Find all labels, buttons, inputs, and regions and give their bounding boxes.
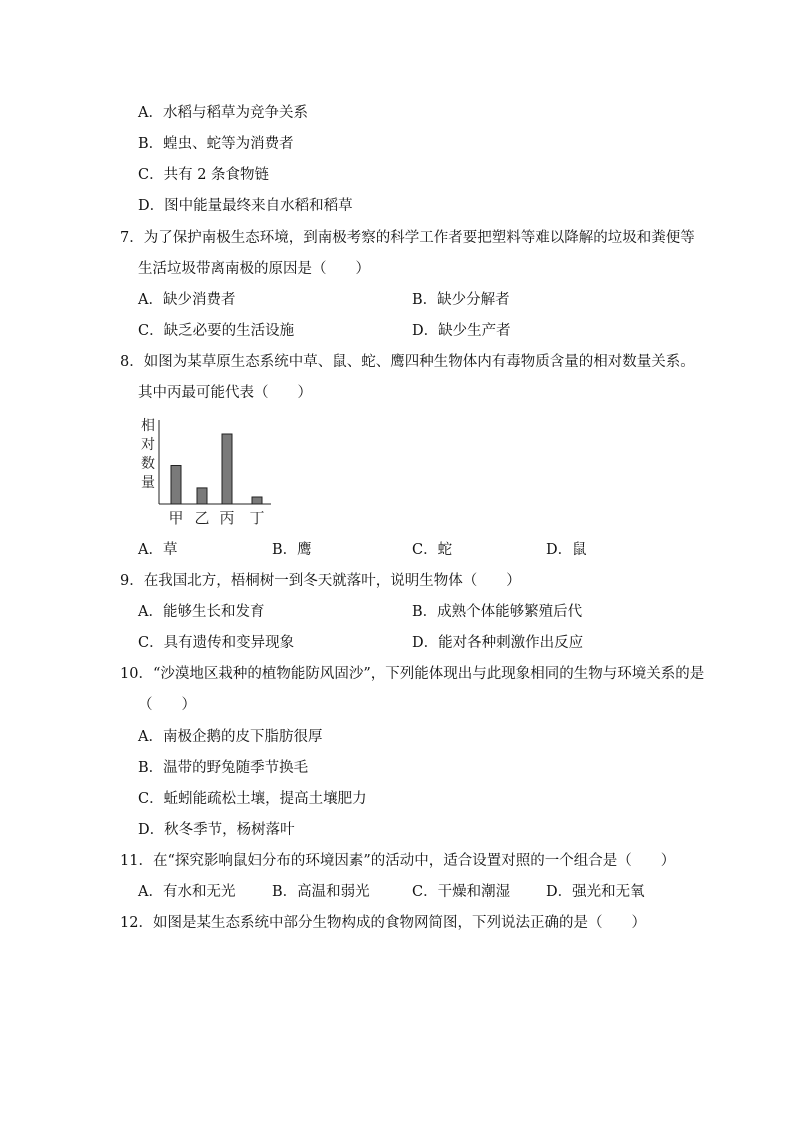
y-axis-label-char: 数 [141,456,155,472]
x-tick-label: 乙 [194,509,210,527]
q7-stem-line2: 生活垃圾带离南极的原因是（ ） [138,261,370,277]
q6-option-c: C．共有 2 条食物链 [138,167,270,183]
q11-option-a: A．有水和无光 [138,884,236,900]
bar-4 [252,497,262,504]
q11-option-d: D．强光和无氧 [546,884,645,900]
q11-option-c: C．干燥和潮湿 [412,884,511,900]
q10-stem-line2: （ ） [138,697,196,713]
y-axis-label-char: 对 [141,437,155,453]
q7-option-c: C．缺乏必要的生活设施 [138,323,295,339]
q8-stem-line2: 其中丙最可能代表（ ） [138,385,312,401]
bar-2 [197,488,207,504]
q8-option-d: D．鼠 [546,542,587,558]
q10-option-d: D．秋冬季节，杨树落叶 [138,822,295,838]
y-axis-label-char: 量 [141,475,155,491]
q8-option-b: B．鹰 [272,542,312,558]
q7-stem-line1: 7．为了保护南极生态环境，到南极考察的科学工作者要把塑料等难以降解的垃圾和粪便等 [120,230,695,246]
q10-option-b: B．温带的野兔随季节换毛 [138,760,309,776]
q8-bar-chart [130,410,290,535]
q10-stem-line1: 10．“沙漠地区栽种的植物能防风固沙”，下列能体现出与此现象相同的生物与环境关系的是 [120,666,705,682]
q10-option-a: A．南极企鹅的皮下脂肪很厚 [138,729,323,745]
x-tick-label: 丙 [219,509,235,527]
q8-option-a: A．草 [138,542,178,558]
q12-stem: 12．如图是某生态系统中部分生物构成的食物网简图，下列说法正确的是（ ） [120,915,646,931]
q9-stem: 9．在我国北方，梧桐树一到冬天就落叶，说明生物体（ ） [120,573,521,589]
x-tick-label: 丁 [249,509,265,527]
q11-option-b: B．高温和弱光 [272,884,370,900]
q11-stem: 11．在“探究影响鼠妇分布的环境因素”的活动中，适合设置对照的一个组合是（ ） [120,853,676,869]
q7-option-a: A．缺少消费者 [138,292,236,308]
q8-option-c: C．蛇 [412,542,453,558]
q7-option-b: B．缺少分解者 [412,292,510,308]
q9-option-d: D．能对各种刺激作出反应 [412,635,584,651]
bar-1 [171,466,181,505]
bar-3 [222,434,232,504]
q9-option-a: A．能够生长和发育 [138,604,265,620]
x-tick-label: 甲 [168,509,184,527]
q9-option-c: C．具有遗传和变异现象 [138,635,295,651]
q6-option-a: A．水稻与稻草为竞争关系 [138,105,308,121]
q6-option-b: B．蝗虫、蛇等为消费者 [138,136,294,152]
q7-option-d: D．缺少生产者 [412,323,511,339]
q10-option-c: C．蚯蚓能疏松土壤，提高土壤肥力 [138,791,367,807]
q9-option-b: B．成熟个体能够繁殖后代 [412,604,583,620]
q8-stem-line1: 8．如图为某草原生态系统中草、鼠、蛇、鹰四种生物体内有毒物质含量的相对数量关系。 [120,354,695,370]
y-axis-label-char: 相 [141,418,155,434]
q6-option-d: D．图中能量最终来自水稻和稻草 [138,198,353,214]
